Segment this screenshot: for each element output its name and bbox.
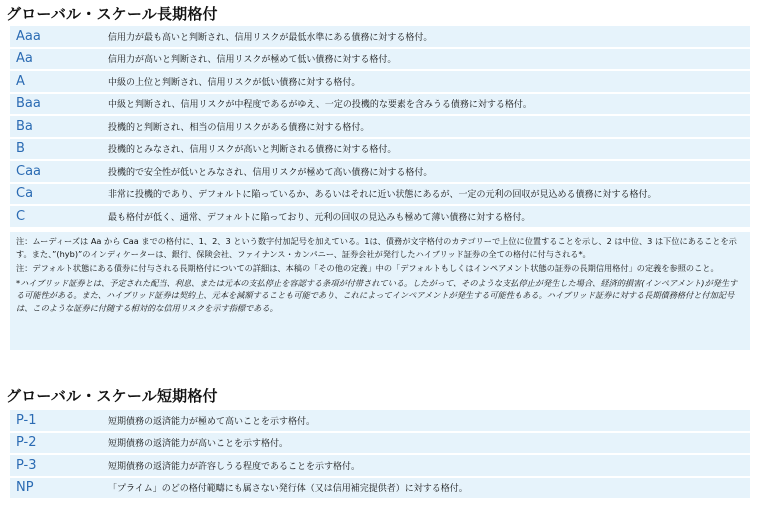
table-row	[10, 70, 750, 93]
rating-code: P-1	[10, 410, 108, 432]
note-modifiers: 注：ムーディーズは Aa から Caa までの格付に、1、2、3 という数字付加記号を加えている。1は、債務が文字格付のカテゴリーで上位に位置することを示し、2 は中位、3 は下位にあることを示す。また、”(hyb)”のインディケーターは、銀行、保険会社、ファイナンス・カンパニー、証券会社が発行したハイブリッド証券の全ての格付に付与される*。	[16, 236, 737, 259]
rating-description: 非常に投機的であり、デフォルトに陥っているか、あるいはそれに近い状態にあるが、一定の元利の回収が見込める債務に対する格付。	[108, 183, 750, 206]
rating-code: Ba	[10, 115, 108, 138]
rating-code: P-2	[10, 432, 108, 455]
rating-description: 短期債務の返済能力が高いことを示す格付。	[108, 432, 750, 455]
table-row	[10, 160, 750, 183]
long-term-table	[10, 26, 750, 229]
rating-description: 中級の上位と判断され、信用リスクが低い債務に対する格付。	[108, 70, 750, 93]
rating-description: 中級と判断され、信用リスクが中程度であるがゆえ、一定の投機的な要素を含みうる債務に対する格付。	[108, 93, 750, 116]
hybrid-footnote: *ハイブリッド証券とは、予定された配当、利息、または元本の支払停止を容認する条項が付帯されている。したがって、そのような支払停止が発生した場合、経済的損害(インペアメント)が発生する可能性がある。また、ハイブリッド証券は契約上、元本を減額することも可能であり、これによってインペアメントが発生する可能性もある。ハイブリッド証券に対する長期債務格付と付加記号は、このような証券に付随する相対的な信用リスクを示す指標である。	[16, 277, 738, 313]
rating-code: B	[10, 138, 108, 161]
notes-box	[10, 232, 750, 350]
rating-description: 投機的と判断され、相当の信用リスクがある債務に対する格付。	[108, 115, 750, 138]
rating-description: 投機的とみなされ、信用リスクが高いと判断される債務に対する格付。	[108, 138, 750, 161]
rating-description: 信用力が高いと判断され、信用リスクが極めて低い債務に対する格付。	[108, 48, 750, 71]
table-row	[10, 138, 750, 161]
rating-description: 最も格付が低く、通常、デフォルトに陥っており、元利の回収の見込みも極めて薄い債務に対する格付。	[108, 205, 750, 228]
long-term-title: グローバル・スケール長期格付	[6, 5, 218, 23]
rating-code: Aaa	[10, 26, 108, 48]
rating-description: 短期債務の返済能力が許容しうる程度であることを示す格付。	[108, 454, 750, 477]
rating-description: 信用力が最も高いと判断され、信用リスクが最低水準にある債務に対する格付。	[108, 26, 750, 48]
rating-code: C	[10, 205, 108, 228]
rating-description: 「プライム」のどの格付範疇にも属さない発行体（又は信用補完提供者）に対する格付。	[108, 477, 750, 500]
table-row	[10, 454, 750, 477]
table-row	[10, 115, 750, 138]
short-term-title: グローバル・スケール短期格付	[6, 387, 218, 405]
rating-code: Aa	[10, 48, 108, 71]
table-row	[10, 48, 750, 71]
rating-code: P-3	[10, 454, 108, 477]
table-row	[10, 477, 750, 500]
short-term-table	[10, 410, 750, 500]
rating-code: Caa	[10, 160, 108, 183]
table-row	[10, 26, 750, 48]
rating-description: 投機的で安全性が低いとみなされ、信用リスクが極めて高い債務に対する格付。	[108, 160, 750, 183]
table-row	[10, 93, 750, 116]
rating-description: 短期債務の返済能力が極めて高いことを示す格付。	[108, 410, 750, 432]
rating-code: NP	[10, 477, 108, 500]
table-row	[10, 410, 750, 432]
table-row	[10, 183, 750, 206]
rating-code: A	[10, 70, 108, 93]
table-row	[10, 205, 750, 228]
rating-code: Baa	[10, 93, 108, 116]
note-default: 注：デフォルト状態にある債券に付与される長期格付についての詳細は、本稿の「その他の定義」中の「デフォルトもしくはインペアメント状態の証券の長期信用格付」の定義を参照のこと。	[16, 263, 719, 274]
rating-code: Ca	[10, 183, 108, 206]
table-row	[10, 432, 750, 455]
